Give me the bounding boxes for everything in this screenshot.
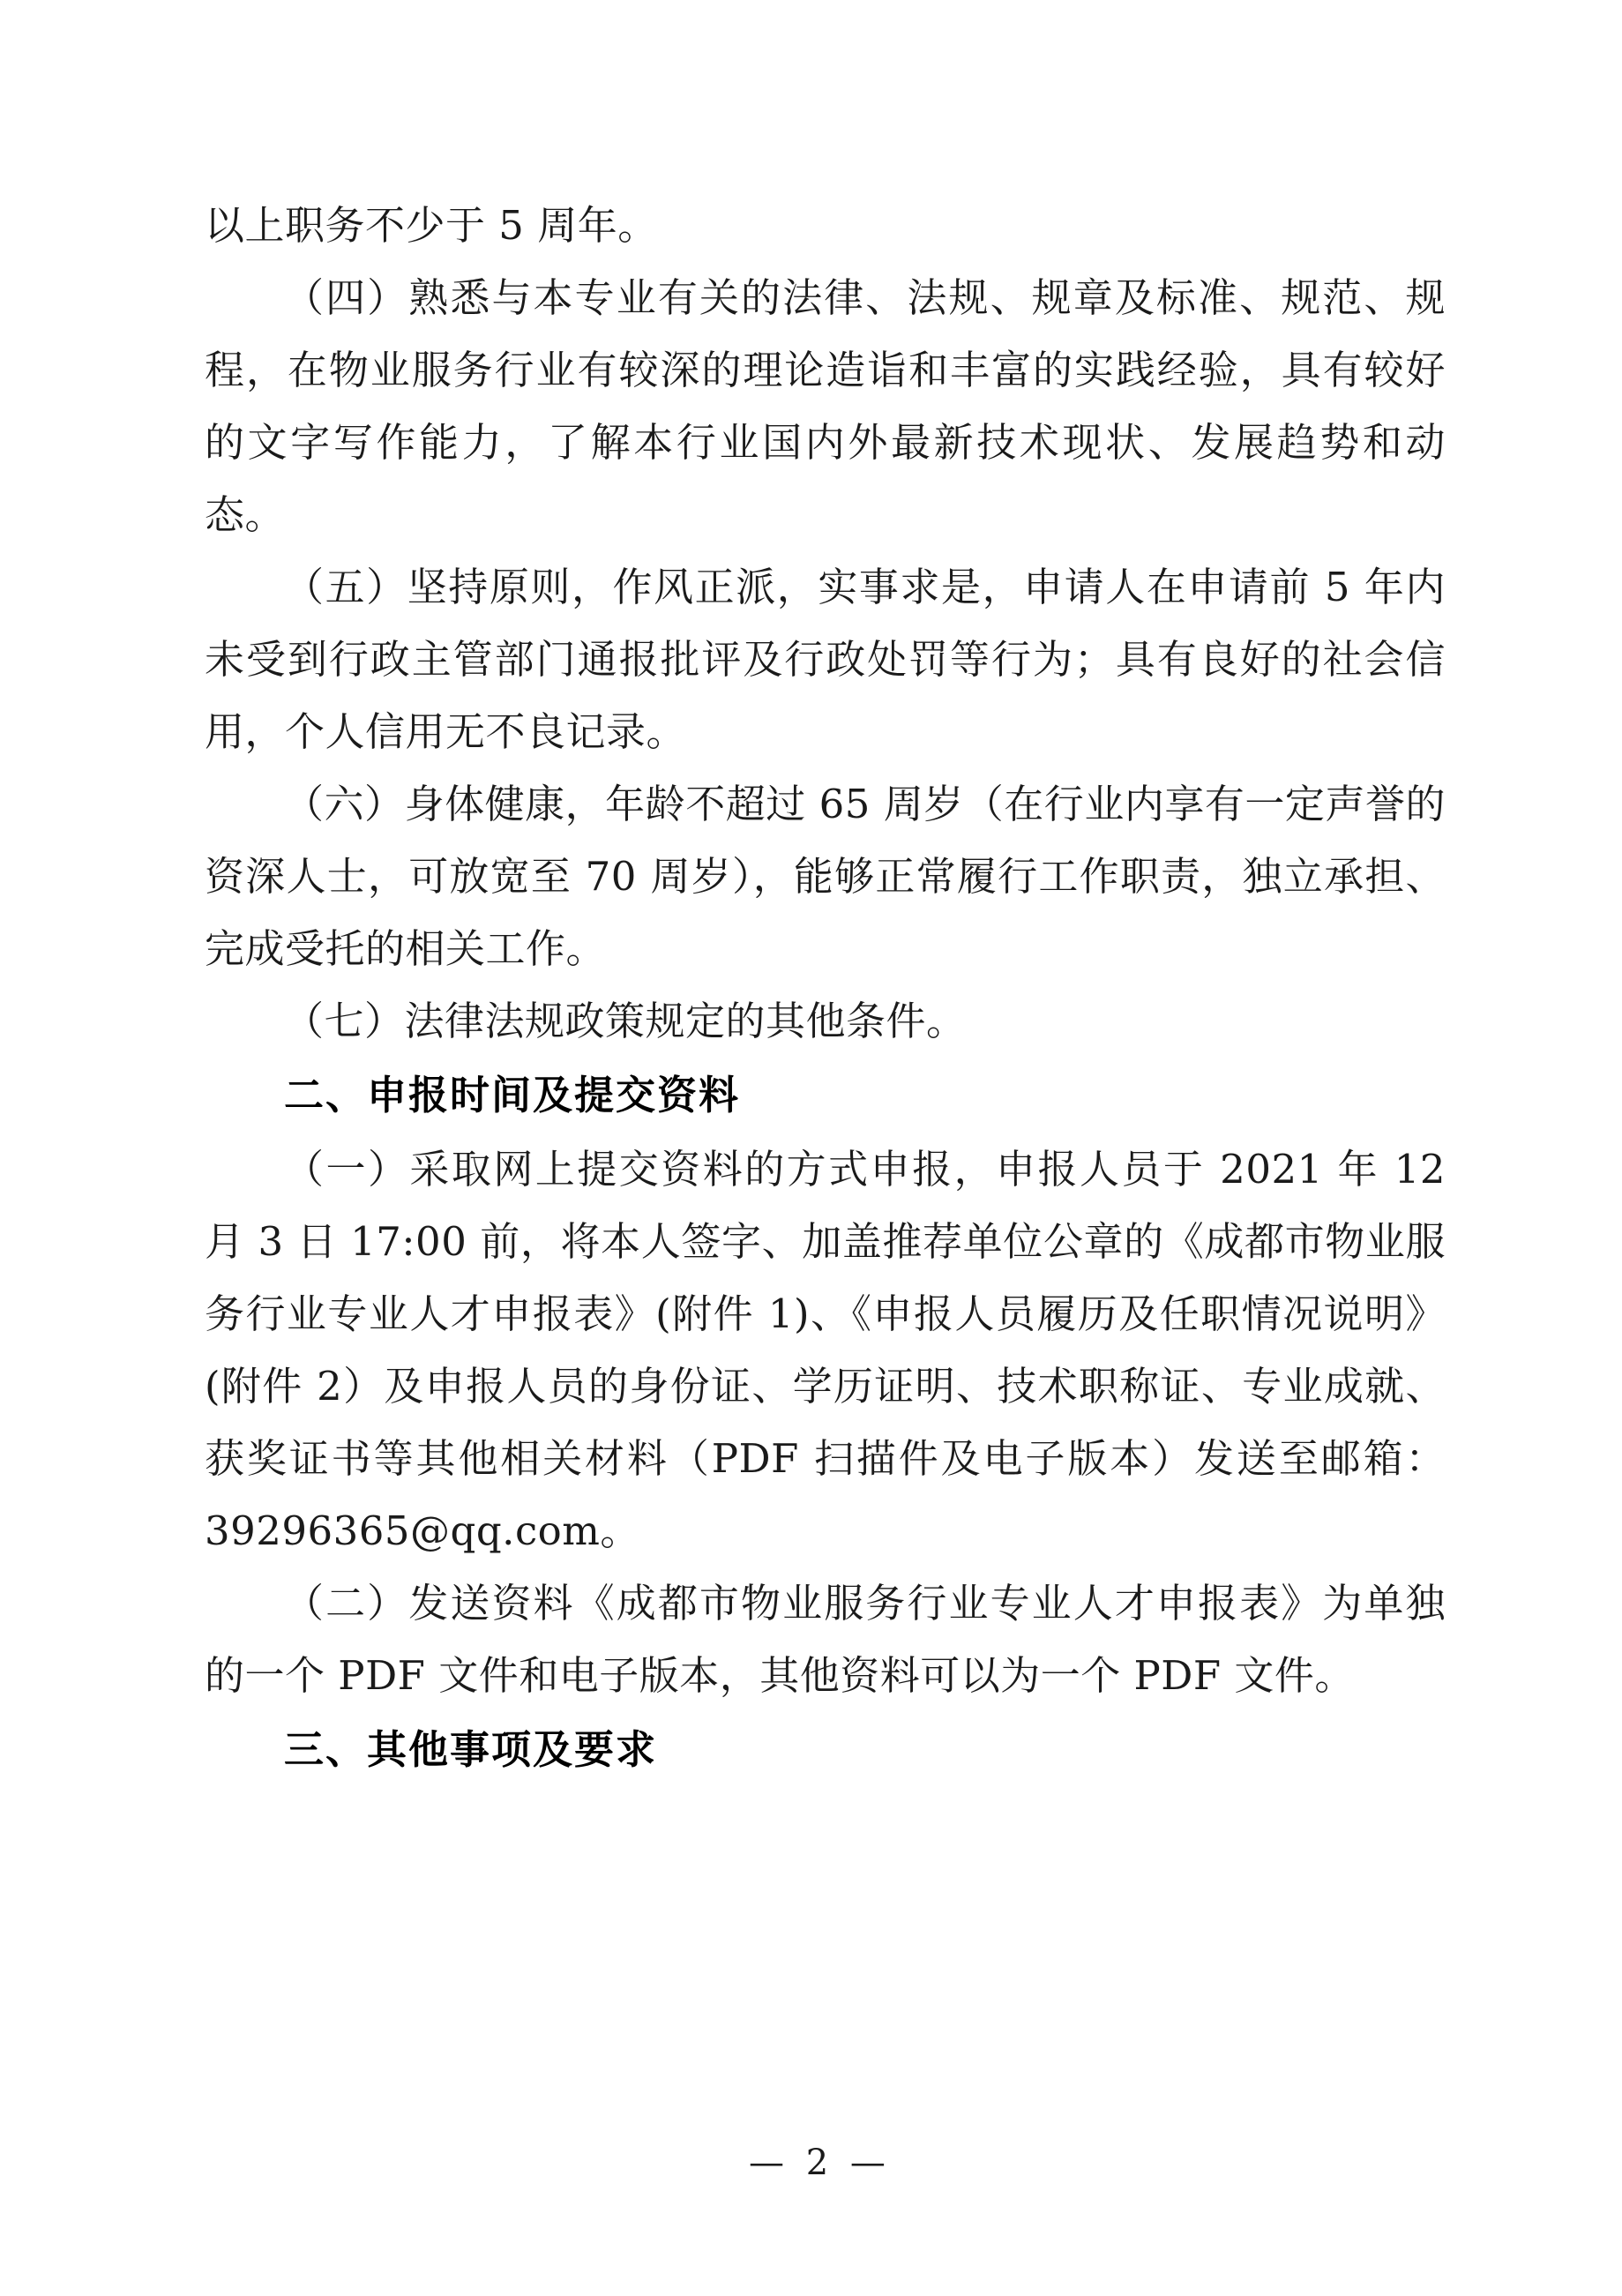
paragraph-submission-two: （二）发送资料《成都市物业服务行业专业人才申报表》为单独的一个 PDF 文件和电子版本，其他资料可以为一个 PDF 文件。	[205, 1580, 1446, 1699]
paragraph-continuation: 以上职务不少于 5 周年。	[205, 202, 658, 249]
section-heading-two: 二、申报时间及提交资料	[284, 1072, 741, 1118]
paragraph-condition-five: （五）坚持原则，作风正派，实事求是，申请人在申请前 5 年内未受到行政主管部门通报批评及行政处罚等行为；具有良好的社会信用，个人信用无不良记录。	[205, 564, 1446, 755]
paragraph-condition-four: （四）熟悉与本专业有关的法律、法规、规章及标准、规范、规程，在物业服务行业有较深的理论造诣和丰富的实践经验，具有较好的文字写作能力，了解本行业国内外最新技术现状、发展趋势和动态。	[205, 274, 1446, 538]
paragraph-condition-seven: （七）法律法规政策规定的其他条件。	[284, 998, 967, 1044]
section-heading-three: 三、其他事项及要求	[284, 1726, 658, 1773]
paragraph-condition-six: （六）身体健康，年龄不超过 65 周岁（在行业内享有一定声誉的资深人士，可放宽至 70 周岁），能够正常履行工作职责，独立承担、完成受托的相关工作。	[205, 781, 1446, 972]
page-number: — 2 —	[749, 2143, 891, 2183]
paragraph-submission-one: （一）采取网上提交资料的方式申报，申报人员于 2021 年 12 月 3 日 17:00 前，将本人签字、加盖推荐单位公章的《成都市物业服务行业专业人才申报表》(附件 1)、《申报人员履历及任职情况说明》(附件 2）及申报人员的身份证、学历证明、技术职称证、专业成就、获奖证书等其他相关材料（PDF 扫描件及电子版本）发送至邮箱：39296365@qq.com。	[205, 1146, 1446, 1554]
page-footer	[0, 2143, 1622, 2183]
document-body	[205, 190, 1446, 1788]
